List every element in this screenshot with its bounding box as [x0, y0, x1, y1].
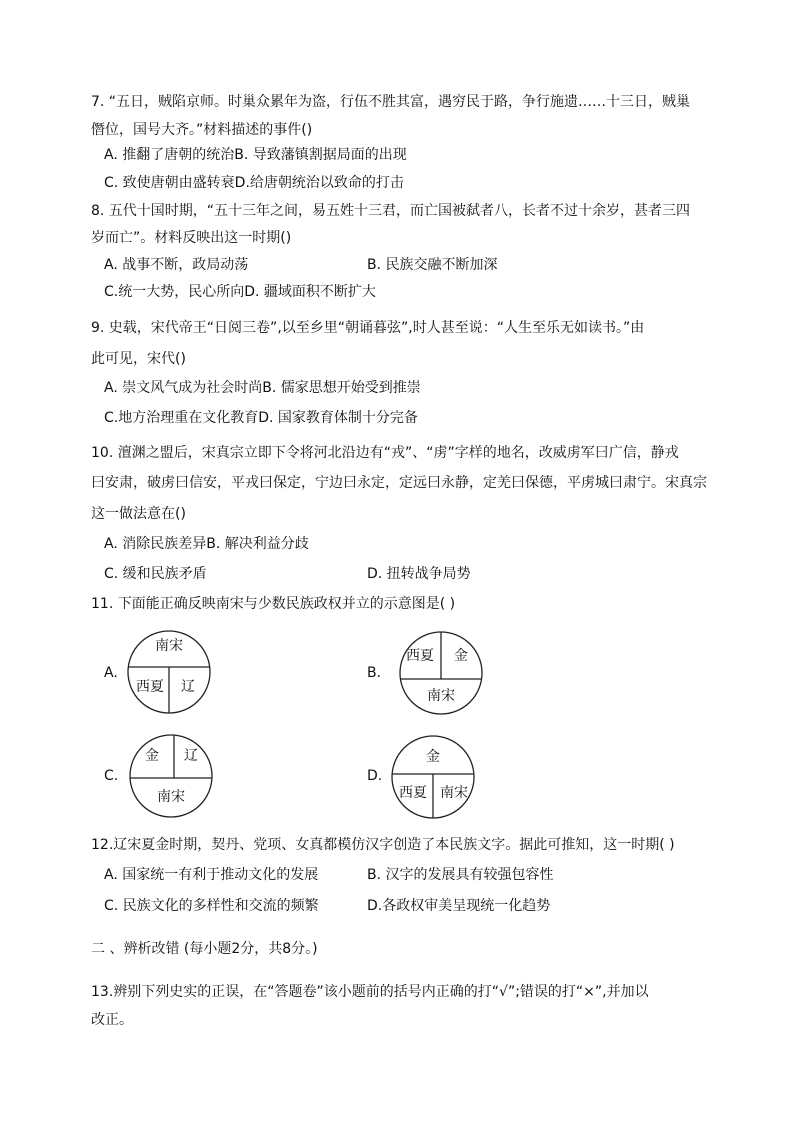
- q8-option-b: B. 民族交融不断加深: [367, 257, 498, 273]
- q11-diagram-a: [125, 629, 215, 715]
- q11-diagram-b: [397, 630, 487, 716]
- q8-options-cd: C.统一大势，民心所向D. 疆域面积不断扩大: [104, 284, 376, 300]
- diagram-c-top-right-label: 辽: [184, 748, 198, 764]
- q11-option-d-label: D.: [367, 768, 383, 784]
- diagram-b-bottom-label: 南宋: [427, 688, 455, 704]
- q7-stem-line2: 僭位，国号大齐。”材料描述的事件(): [91, 122, 313, 138]
- q11-option-c-label: C.: [104, 768, 119, 784]
- q13-stem-line1: 13.辨别下列史实的正误，在“答题卷”该小题前的括号内正确的打“√”;错误的打“×”,并加以: [91, 984, 649, 1000]
- q12-option-d: D.各政权审美呈现统一化趋势: [367, 898, 551, 914]
- q12-option-c: C. 民族文化的多样性和交流的频繁: [104, 898, 319, 914]
- q12-option-a: A. 国家统一有利于推动文化的发展: [104, 867, 319, 883]
- q7-stem-line1: 7. “五日，贼陷京师。时巢众累年为盗，行伍不胜其富，遇穷民于路，争行施遗……十三日，贼巢: [91, 94, 691, 110]
- q8-stem-line2: 岁而亡”。材料反映出这一时期(): [91, 230, 292, 246]
- diagram-a-bottom-right-label: 辽: [181, 679, 195, 695]
- diagram-d-top-label: 金: [426, 749, 440, 765]
- diagram-a-bottom-left-label: 西夏: [136, 679, 164, 695]
- q11-diagram-c: [127, 733, 217, 819]
- diagram-a-top-label: 南宋: [155, 638, 183, 654]
- q9-stem-line2: 此可见，宋代(): [91, 351, 186, 367]
- q9-options-ab: A. 崇文风气成为社会时尚B. 儒家思想开始受到推崇: [104, 380, 421, 396]
- q11-option-a-label: A.: [104, 665, 118, 681]
- diagram-d-bottom-right-label: 南宋: [440, 785, 468, 801]
- q10-option-d: D. 扭转战争局势: [367, 566, 471, 582]
- q11-option-b-label: B.: [367, 665, 382, 681]
- section-2-heading: 二 、辨析改错 (每小题2分，共8分。): [91, 941, 318, 957]
- q12-option-b: B. 汉字的发展具有较强包容性: [367, 867, 554, 883]
- diagram-c-top-left-label: 金: [145, 748, 159, 764]
- q8-stem-line1: 8. 五代十国时期，“五十三年之间，易五姓十三君，而亡国被弑者八，长者不过十余岁，甚者三四: [91, 203, 691, 219]
- q10-stem-line1: 10. 澶渊之盟后，宋真宗立即下令将河北沿边有“戎”、“虏”字样的地名，改威虏军曰广信，静戎: [91, 445, 679, 461]
- q12-stem: 12.辽宋夏金时期，契丹、党项、女真都模仿汉字创造了本民族文字。据此可推知，这一时期( ): [91, 837, 675, 853]
- q7-options-cd: C. 致使唐朝由盛转衰D.给唐朝统治以致命的打击: [104, 175, 404, 191]
- q13-stem-line2: 改正。: [91, 1012, 133, 1028]
- diagram-b-top-left-label: 西夏: [406, 648, 434, 664]
- q10-option-c: C. 缓和民族矛盾: [104, 566, 207, 582]
- diagram-d-bottom-left-label: 西夏: [399, 785, 427, 801]
- q10-options-ab: A. 消除民族差异B. 解决利益分歧: [104, 536, 309, 552]
- q9-stem-line1: 9. 史载，宋代帝王“日阅三卷”,以至乡里“朝诵暮弦”,时人甚至说：“人生至乐无如读书。”由: [91, 320, 645, 336]
- diagram-b-top-right-label: 金: [454, 648, 468, 664]
- q11-diagram-d: [389, 734, 479, 820]
- q7-options-ab: A. 推翻了唐朝的统治B. 导致藩镇割据局面的出现: [104, 147, 407, 163]
- q8-option-a: A. 战事不断，政局动荡: [104, 257, 249, 273]
- q9-options-cd: C.地方治理重在文化教育D. 国家教育体制十分完备: [104, 410, 418, 426]
- q11-stem: 11. 下面能正确反映南宋与少数民族政权并立的示意图是( ): [91, 596, 456, 612]
- diagram-c-bottom-label: 南宋: [157, 789, 185, 805]
- q10-stem-line3: 这一做法意在(): [91, 506, 186, 522]
- q10-stem-line2: 曰安肃，破虏曰信安，平戎曰保定，宁边曰永定，定远曰永静，定羌曰保德，平虏城曰肃宁。宋真宗: [91, 475, 707, 491]
